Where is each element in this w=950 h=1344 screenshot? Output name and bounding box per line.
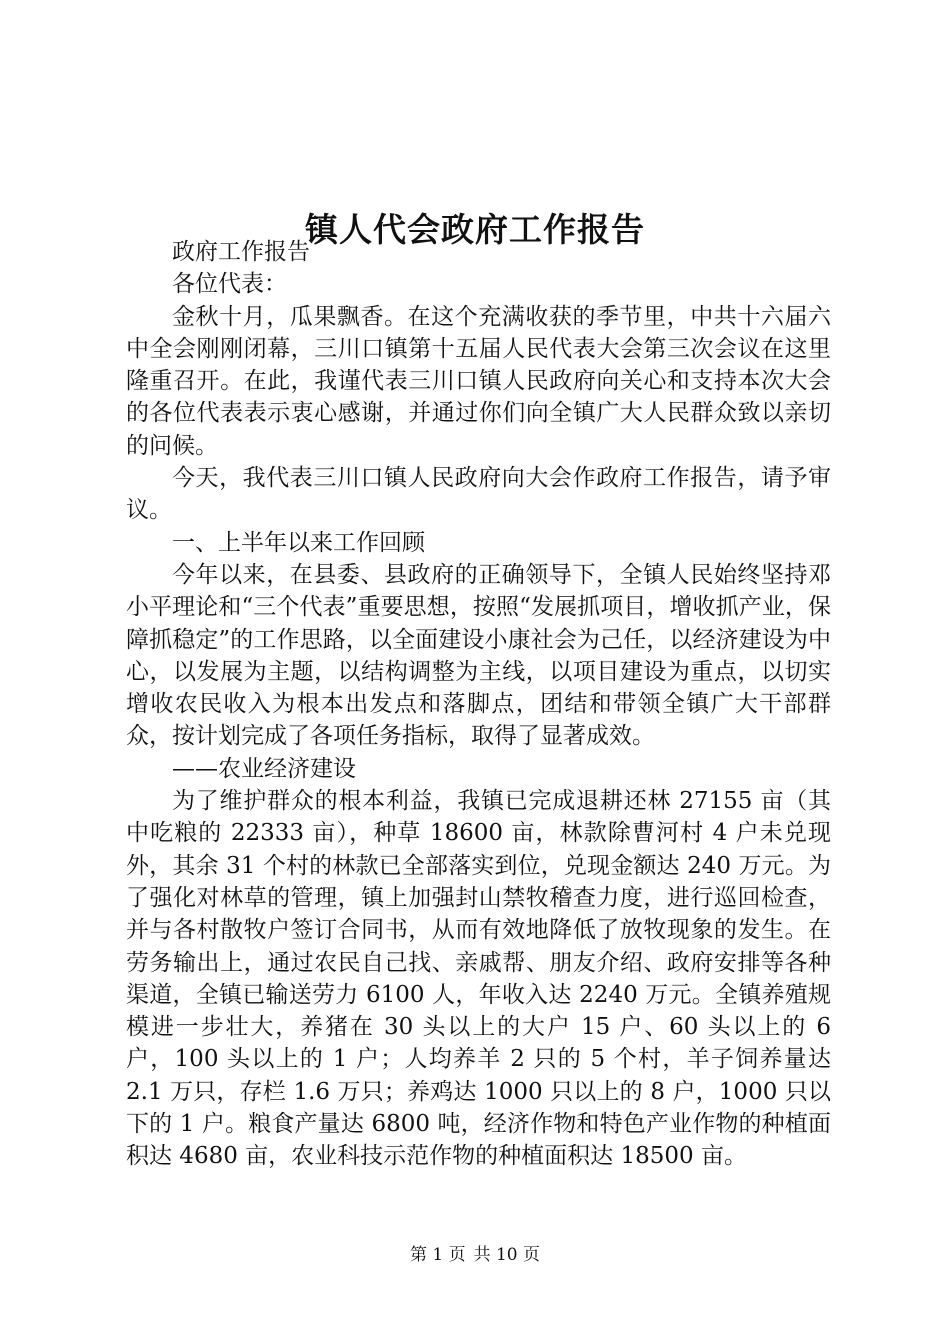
paragraph-overview: 今年以来，在县委、县政府的正确领导下，全镇人民始终坚持邓小平理论和“三个代表”重要思想，按照“发展抓项目，增收抓产业，保障抓稳定”的工作思路，以全面建设小康社会为己任，以经济建设为中心，以发展为主题，以结构调整为主线，以项目建设为重点，以切实增收农民收入为根本出发点和落脚点，团结和带领全镇广大干部群众，按计划完成了各项任务指标，取得了显著成效。 <box>126 561 831 750</box>
paragraph-introduction: 今天，我代表三川口镇人民政府向大会作政府工作报告，请予审议。 <box>126 465 831 524</box>
document-title: 镇人代会政府工作报告 <box>305 210 645 250</box>
paragraph-opening: 金秋十月，瓜果飘香。在这个充满收获的季节里，中共十六届六中全会刚刚闭幕，三川口镇第十五届人民代表大会第三次会议在这里隆重召开。在此，我谨代表三川口镇人民政府向关心和支持本次大会的各位代表表示衷心感谢，并通过你们向全镇广大人民群众致以亲切的问候。 <box>126 303 831 459</box>
paragraph-salutation: 各位代表： <box>172 271 287 298</box>
paragraph-agriculture: 为了维护群众的根本利益，我镇已完成退耕还林 27155 亩（其中吃粮的 22333 亩），种草 18600 亩，林款除曹河村 4 户未兑现外，其余 31 个村的林款已全部落实到位，兑现金额达 240 万元。为了强化对林草的管理，镇上加强封山禁牧稽查力度，进行巡回检查，并与各村散牧户签订合同书，从而有效地降低了放牧现象的发生。在劳务输出上，通过农民自己找、亲戚帮、朋友介绍、政府安排等各种渠道，全镇已输送劳力 6100 人，年收入达 2240 万元。全镇养殖规模进一步壮大，养猪在 30 头以上的大户 15 户、60 头以上的 6 户，100 头以上的 1 户；人均养羊 2 只的 5 个村，羊子饲养量达 2.1 万只，存栏 1.6 万只；养鸡达 1000 只以上的 8 户，1000 只以下的 1 户。粮食产量达 6800 吨，经济作物和特色产业作物的种植面积达 4680 亩，农业科技示范作物的种植面积达 18500 亩。 <box>126 788 831 1170</box>
page-footer <box>0 1243 950 1267</box>
paragraph-heading-report: 政府工作报告 <box>172 239 310 265</box>
document-body <box>126 236 831 1173</box>
subsection-heading-agriculture: ——农业经济建设 <box>172 755 356 782</box>
page-number: 第 1 页 <box>409 1245 466 1265</box>
page-total: 共 10 页 <box>473 1245 541 1265</box>
section-heading-review: 一、上半年以来工作回顾 <box>172 529 425 556</box>
